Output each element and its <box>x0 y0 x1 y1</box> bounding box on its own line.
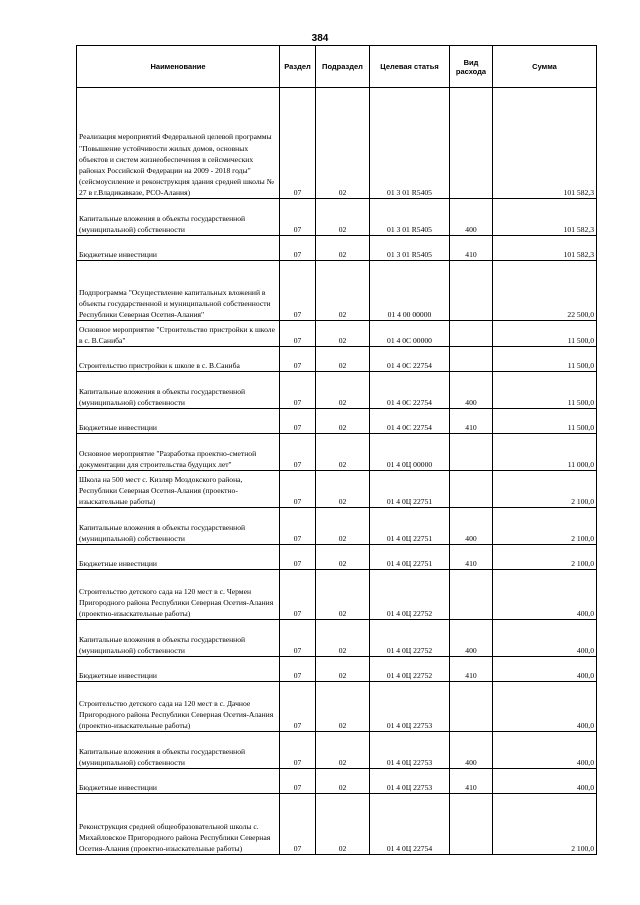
row-subsection: 02 <box>316 321 370 347</box>
row-section: 07 <box>280 682 316 732</box>
table-row <box>77 471 597 508</box>
row-section: 07 <box>280 508 316 545</box>
row-section: 07 <box>280 545 316 570</box>
row-expense-type: 410 <box>450 657 493 682</box>
row-subsection: 02 <box>316 794 370 855</box>
row-expense-type <box>450 321 493 347</box>
row-section: 07 <box>280 199 316 236</box>
row-name: Капитальные вложения в объекты государственной (муниципальной) собственности <box>77 199 280 236</box>
table-row <box>77 372 597 409</box>
table-row <box>77 236 597 261</box>
row-section: 07 <box>280 471 316 508</box>
table-row <box>77 321 597 347</box>
row-sum: 2 100,0 <box>493 545 597 570</box>
row-name: Бюджетные инвестиции <box>77 409 280 434</box>
row-sum: 22 500,0 <box>493 261 597 321</box>
row-name: Капитальные вложения в объекты государственной (муниципальной) собственности <box>77 372 280 409</box>
row-subsection: 02 <box>316 570 370 620</box>
row-expense-type <box>450 88 493 199</box>
row-expense-type <box>450 570 493 620</box>
row-expense-type <box>450 794 493 855</box>
row-expense-type: 400 <box>450 372 493 409</box>
table-row <box>77 545 597 570</box>
header-name: Наименование <box>77 46 280 88</box>
header-subsection: Подраздел <box>316 46 370 88</box>
table-row <box>77 347 597 372</box>
row-subsection: 02 <box>316 261 370 321</box>
row-subsection: 02 <box>316 657 370 682</box>
row-sum: 11 500,0 <box>493 409 597 434</box>
row-expense-type: 410 <box>450 409 493 434</box>
row-sum: 11 500,0 <box>493 372 597 409</box>
row-name: Строительство детского сада на 120 мест в с. Дачное Пригородного района Республики Северная Осетия-Алания (проектно-изыскательные работы) <box>77 682 280 732</box>
row-subsection: 02 <box>316 682 370 732</box>
row-subsection: 02 <box>316 434 370 471</box>
header-target: Целевая статья <box>370 46 450 88</box>
row-subsection: 02 <box>316 372 370 409</box>
row-section: 07 <box>280 769 316 794</box>
row-sum: 11 000,0 <box>493 434 597 471</box>
row-section: 07 <box>280 434 316 471</box>
row-subsection: 02 <box>316 769 370 794</box>
table-row <box>77 732 597 769</box>
row-expense-type: 410 <box>450 769 493 794</box>
row-section: 07 <box>280 732 316 769</box>
row-expense-type: 400 <box>450 199 493 236</box>
row-sum: 400,0 <box>493 657 597 682</box>
row-subsection: 02 <box>316 409 370 434</box>
row-sum: 11 500,0 <box>493 347 597 372</box>
row-target: 01 4 0Ц 22754 <box>370 794 450 855</box>
row-section: 07 <box>280 321 316 347</box>
row-subsection: 02 <box>316 545 370 570</box>
row-target: 01 4 00 00000 <box>370 261 450 321</box>
row-sum: 2 100,0 <box>493 471 597 508</box>
row-subsection: 02 <box>316 732 370 769</box>
budget-table <box>76 45 597 855</box>
row-target: 01 4 0Ц 22752 <box>370 620 450 657</box>
row-sum: 2 100,0 <box>493 794 597 855</box>
row-subsection: 02 <box>316 199 370 236</box>
row-target: 01 4 0С 22754 <box>370 409 450 434</box>
row-target: 01 4 0С 22754 <box>370 372 450 409</box>
row-target: 01 4 0С 22754 <box>370 347 450 372</box>
row-expense-type <box>450 471 493 508</box>
row-sum: 101 582,3 <box>493 199 597 236</box>
table-row <box>77 794 597 855</box>
row-section: 07 <box>280 88 316 199</box>
row-expense-type <box>450 347 493 372</box>
row-name: Основное мероприятие "Строительство пристройки к школе в с. В.Саниба" <box>77 321 280 347</box>
row-sum: 400,0 <box>493 732 597 769</box>
header-sum: Сумма <box>493 46 597 88</box>
table-row <box>77 409 597 434</box>
header-section: Раздел <box>280 46 316 88</box>
row-name: Капитальные вложения в объекты государственной (муниципальной) собственности <box>77 620 280 657</box>
row-sum: 400,0 <box>493 769 597 794</box>
row-target: 01 4 0Ц 22752 <box>370 657 450 682</box>
row-subsection: 02 <box>316 88 370 199</box>
table-row <box>77 682 597 732</box>
row-section: 07 <box>280 620 316 657</box>
table-row <box>77 261 597 321</box>
row-subsection: 02 <box>316 347 370 372</box>
row-section: 07 <box>280 347 316 372</box>
row-subsection: 02 <box>316 236 370 261</box>
row-section: 07 <box>280 794 316 855</box>
row-section: 07 <box>280 570 316 620</box>
row-expense-type: 410 <box>450 545 493 570</box>
row-expense-type: 400 <box>450 508 493 545</box>
row-target: 01 3 01 R5405 <box>370 236 450 261</box>
row-subsection: 02 <box>316 471 370 508</box>
row-name: Бюджетные инвестиции <box>77 769 280 794</box>
row-sum: 101 582,3 <box>493 88 597 199</box>
row-section: 07 <box>280 261 316 321</box>
row-section: 07 <box>280 372 316 409</box>
page-number: 384 <box>311 33 329 44</box>
table-row <box>77 199 597 236</box>
row-target: 01 4 0Ц 22753 <box>370 682 450 732</box>
row-sum: 400,0 <box>493 682 597 732</box>
row-expense-type <box>450 434 493 471</box>
row-sum: 400,0 <box>493 570 597 620</box>
table-row <box>77 434 597 471</box>
row-name: Школа на 500 мест с. Кизляр Моздокского района, Республики Северная Осетия-Алания (проектно-изыскательные работы) <box>77 471 280 508</box>
row-name: Реализация мероприятий Федеральной целевой программы "Повышение устойчивости жилых домов, основных объектов и систем жизнеобеспечения в сейсмических районах Российской Федерации на 2009 - 2018 годы" (сейсмоусиление и реконструкция здания средней школы № 27 в г.Владикавказе, РСО-Алания) <box>77 88 280 199</box>
row-section: 07 <box>280 657 316 682</box>
row-sum: 11 500,0 <box>493 321 597 347</box>
table-row <box>77 657 597 682</box>
table-header-row <box>77 46 597 88</box>
row-subsection: 02 <box>316 620 370 657</box>
row-section: 07 <box>280 409 316 434</box>
table-row <box>77 508 597 545</box>
row-name: Подпрограмма "Осуществление капитальных вложений в объекты государственной и муниципальной собственности Республики Северная Осетия-Алания" <box>77 261 280 321</box>
table-row <box>77 570 597 620</box>
row-target: 01 3 01 R5405 <box>370 199 450 236</box>
row-target: 01 4 0Ц 22752 <box>370 570 450 620</box>
row-subsection: 02 <box>316 508 370 545</box>
row-expense-type: 400 <box>450 732 493 769</box>
row-name: Капитальные вложения в объекты государственной (муниципальной) собственности <box>77 732 280 769</box>
row-expense-type <box>450 261 493 321</box>
row-target: 01 4 0Ц 22751 <box>370 471 450 508</box>
row-sum: 2 100,0 <box>493 508 597 545</box>
table-row <box>77 88 597 199</box>
row-name: Строительство пристройки к школе в с. В.Саниба <box>77 347 280 372</box>
row-target: 01 4 0Ц 22753 <box>370 732 450 769</box>
row-target: 01 4 0С 00000 <box>370 321 450 347</box>
table-row <box>77 620 597 657</box>
row-sum: 400,0 <box>493 620 597 657</box>
row-section: 07 <box>280 236 316 261</box>
row-name: Строительство детского сада на 120 мест в с. Чермен Пригородного района Республики Северная Осетия-Алания (проектно-изыскательные работы) <box>77 570 280 620</box>
row-name: Реконструкция средней общеобразовательной школы с. Михайловское Пригородного района Республики Северная Осетия-Алания (проектно-изыскательные работы) <box>77 794 280 855</box>
row-name: Основное мероприятие "Разработка проектно-сметной документации для строительства будущих лет" <box>77 434 280 471</box>
row-target: 01 3 01 R5405 <box>370 88 450 199</box>
row-expense-type: 410 <box>450 236 493 261</box>
row-expense-type: 400 <box>450 620 493 657</box>
row-name: Бюджетные инвестиции <box>77 545 280 570</box>
table-row <box>77 769 597 794</box>
row-target: 01 4 0Ц 22751 <box>370 545 450 570</box>
row-target: 01 4 0Ц 22751 <box>370 508 450 545</box>
header-expense-type: Вид расхода <box>450 46 493 88</box>
row-sum: 101 582,3 <box>493 236 597 261</box>
row-target: 01 4 0Ц 00000 <box>370 434 450 471</box>
row-name: Капитальные вложения в объекты государственной (муниципальной) собственности <box>77 508 280 545</box>
row-expense-type <box>450 682 493 732</box>
row-name: Бюджетные инвестиции <box>77 657 280 682</box>
row-target: 01 4 0Ц 22753 <box>370 769 450 794</box>
row-name: Бюджетные инвестиции <box>77 236 280 261</box>
